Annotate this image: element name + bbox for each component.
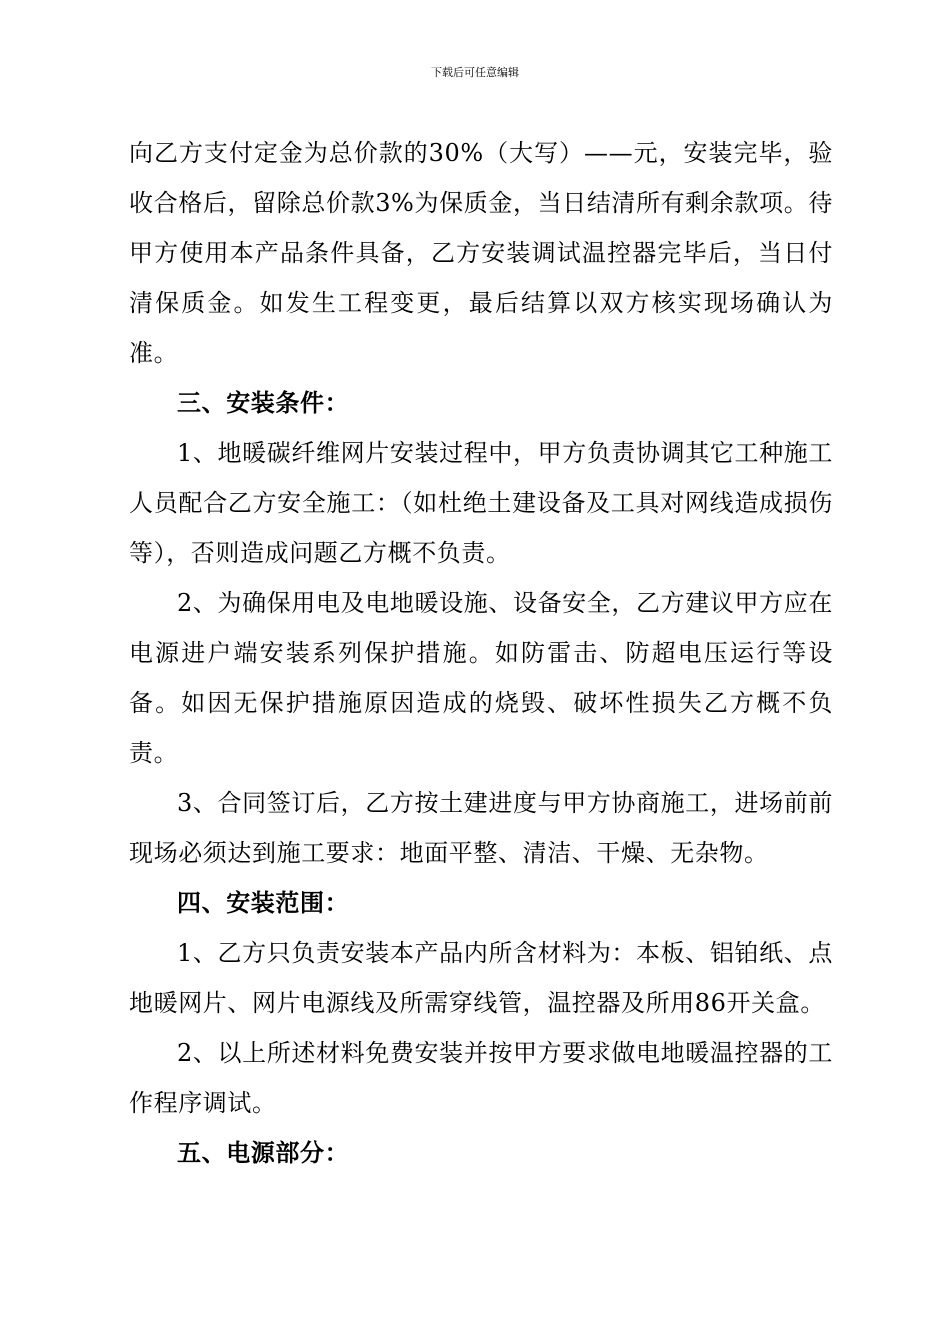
section-4-item-1: 1、乙方只负责安装本产品内所含材料为：本板、铝铂纸、点地暖网片、网片电源线及所需穿线管，温控器及所用86开关盒。 [129, 939, 833, 1017]
section-4-item-2: 2、以上所述材料免费安装并按甲方要求做电地暖温控器的工作程序调试。 [129, 1039, 833, 1117]
section-4-heading: 四、安装范围： [177, 888, 350, 917]
section-3-item-1: 1、地暖碳纤维网片安装过程中，甲方负责协调其它工种施工人员配合乙方安全施工：（如杜绝土建设备及工具对网线造成损伤等），否则造成问题乙方概不负责。 [129, 439, 833, 567]
section-3-heading: 三、安装条件： [177, 388, 350, 417]
section-5-heading: 五、电源部分： [177, 1138, 350, 1167]
payment-paragraph: 向乙方支付定金为总价款的30%（大写）——元，安装完毕，验收合格后，留除总价款3%为保质金，当日结清所有剩余款项。待甲方使用本产品条件具备，乙方安装调试温控器完毕后，当日付清保质金。如发生工程变更，最后结算以双方核实现场确认为准。 [129, 139, 833, 367]
page-header-note: 下载后可任意编辑 [431, 66, 519, 79]
section-3-item-2: 2、为确保用电及电地暖设施、设备安全，乙方建议甲方应在电源进户端安装系列保护措施。如防雷击、防超电压运行等设备。如因无保护措施原因造成的烧毁、破坏性损失乙方概不负责。 [129, 589, 833, 767]
document-body [129, 128, 833, 1178]
section-3-item-3: 3、合同签订后，乙方按土建进度与甲方协商施工，进场前前现场必须达到施工要求：地面平整、清洁、干燥、无杂物。 [129, 789, 833, 867]
